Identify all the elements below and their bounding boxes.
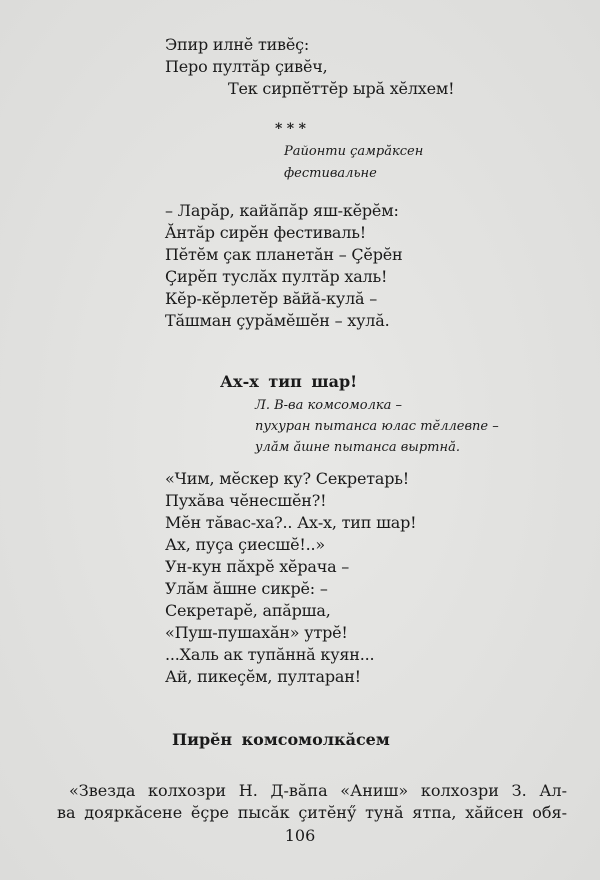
page-number: 106 <box>284 826 316 845</box>
verse-line: Ах, пуçа çиесшĕ!..» <box>165 535 325 554</box>
verse-line: Улăм ăшне сикрĕ: – <box>165 579 328 598</box>
paragraph-line: ва дояркăсене ĕçре пысăк çитĕнӳ тунă ятпа, хăйсен обя- <box>57 803 567 822</box>
verse-line: Мĕн тăвас-ха?.. Ах-х, тип шар! <box>165 513 417 532</box>
verse-line: – Ларăр, кайăпăр яш-кĕрĕм: <box>165 201 399 220</box>
verse-line: Ай, пикеçĕм, пултаран! <box>165 667 361 686</box>
epigraph-line: Л. В-ва комсомолка – <box>255 398 403 413</box>
verse-line: Секретарĕ, апăрша, <box>165 601 331 620</box>
verse-line: «Пуш-пушахăн» утрĕ! <box>165 623 348 642</box>
verse-line: Тăшман çурăмĕшĕн – хулă. <box>165 311 390 330</box>
verse-line: Çирĕп туслăх пултăр халь! <box>165 267 388 286</box>
verse-line: ...Халь ак тупăннă куян... <box>165 645 375 664</box>
verse-line: Перо пултăр çивĕч, <box>165 57 328 76</box>
paragraph-line: «Звезда колхозри Н. Д-вăпа «Аниш» колхозри З. Ал- <box>69 781 567 800</box>
prose-paragraph <box>57 780 567 824</box>
verse-line: Ун-кун пăхрĕ хĕрача – <box>165 557 350 576</box>
verse-line: Пĕтĕм çак планетăн – Çĕрĕн <box>165 245 403 264</box>
epigraph-line: улăм ăшне пытанса выртнă. <box>255 440 460 455</box>
epigraph-line: фестивальне <box>284 166 377 181</box>
verse-line: Эпир илнĕ тивĕç: <box>165 35 310 54</box>
verse-line: Тек сирпĕттĕр ырă хĕлхем! <box>228 79 455 98</box>
section-separator: * * * <box>275 121 306 137</box>
verse-line: «Чим, мĕскер ку? Секретарь! <box>165 469 409 488</box>
poem-title: Ах-х тип шар! <box>220 372 358 391</box>
epigraph-line: Районти çамрăксен <box>284 144 424 159</box>
verse-line: Кĕр-кĕрлетĕр вăйă-кулă – <box>165 289 378 308</box>
epigraph-line: пухуран пытанса юлас тĕллевпе – <box>255 419 499 434</box>
section-title: Пирĕн комсомолкăсем <box>172 730 390 749</box>
verse-line: Пухăва чĕнесшĕн?! <box>165 491 327 510</box>
verse-line: Ăнтăр сирĕн фестиваль! <box>165 223 366 242</box>
